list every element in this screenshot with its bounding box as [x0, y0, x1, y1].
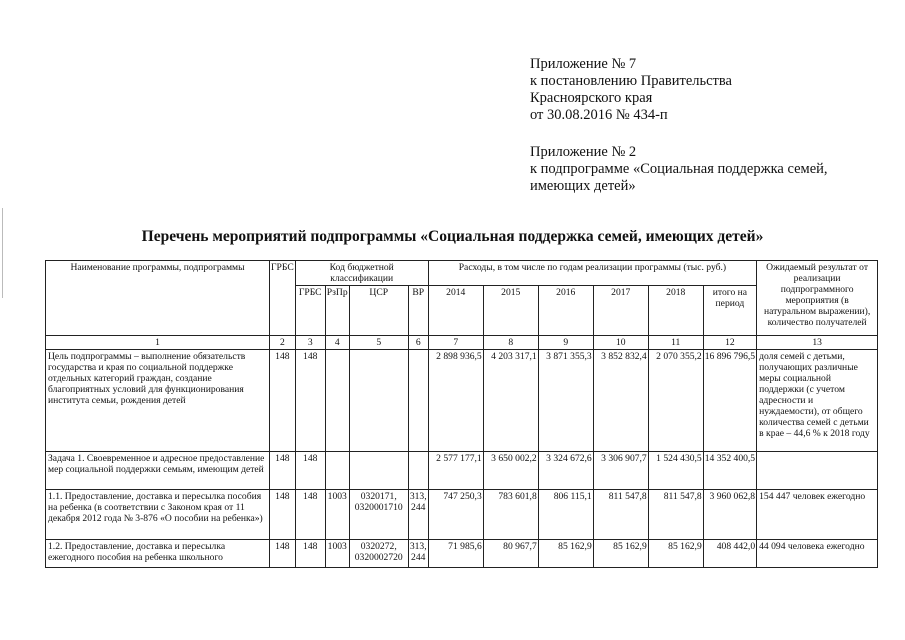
row-result: 44 094 человека ежегодно: [757, 540, 878, 568]
header-code-group: Код бюджетной классификации: [295, 261, 428, 286]
table-header-row-1: [46, 261, 878, 286]
row-2018: 811 547,8: [648, 490, 703, 540]
row-grbs: 148: [270, 452, 296, 490]
row-rzpr: [325, 350, 349, 452]
appendix-7-block: [530, 56, 732, 124]
col-number: 11: [648, 336, 703, 350]
row-rzpr: 1003: [325, 540, 349, 568]
row-csr: [349, 452, 408, 490]
row-2014: 747 250,3: [428, 490, 483, 540]
header-vr: ВР: [408, 286, 428, 336]
row-csr: 0320171, 0320001710: [349, 490, 408, 540]
row-2017: 85 162,9: [593, 540, 648, 568]
appendix-2-number: Приложение № 2: [530, 144, 637, 160]
row-grbs: 148: [270, 540, 296, 568]
header-grbs: ГРБС: [270, 261, 296, 336]
header-2016: 2016: [538, 286, 593, 336]
col-number: 9: [538, 336, 593, 350]
appendix-7-region: Красноярского края: [530, 90, 653, 106]
row-2014: 2 898 936,5: [428, 350, 483, 452]
row-total: 408 442,0: [703, 540, 756, 568]
row-2015: 4 203 317,1: [483, 350, 538, 452]
col-number: 13: [757, 336, 878, 350]
header-result: Ожидаемый результат от реализации подпрограммного мероприятия (в натуральном выражении), количество получателей: [757, 261, 878, 336]
row-grbs: 148: [270, 350, 296, 452]
row-2017: 811 547,8: [593, 490, 648, 540]
row-2015: 80 967,7: [483, 540, 538, 568]
row-2017: 3 306 907,7: [593, 452, 648, 490]
row-name: 1.1. Предоставление, доставка и пересылка пособия на ребенка (в соответствии с Законом края от 11 декабря 2012 года № 3-876 «О пособии на ребенка»): [46, 490, 270, 540]
row-result: доля семей с детьми, получающих различные меры социальной поддержки (с учетом адресности и нуждаемости), от общего количества семей с детьми в крае – 44,6 % к 2018 году: [757, 350, 878, 452]
row-rzpr: 1003: [325, 490, 349, 540]
row-name: 1.2. Предоставление, доставка и пересылка ежегодного пособия на ребенка школьного: [46, 540, 270, 568]
row-2016: 85 162,9: [538, 540, 593, 568]
header-expenses-group: Расходы, в том числе по годам реализации программы (тыс. руб.): [428, 261, 756, 286]
appendix-2-ref: к подпрограмме «Социальная поддержка семей,: [530, 161, 828, 177]
table-row-measure-1-2: [46, 540, 878, 568]
row-csr: [349, 350, 408, 452]
header-grbs2: ГРБС: [295, 286, 325, 336]
row-rzpr: [325, 452, 349, 490]
row-grbs: 148: [270, 490, 296, 540]
row-2014: 71 985,6: [428, 540, 483, 568]
row-grbs2: 148: [295, 540, 325, 568]
header-2014: 2014: [428, 286, 483, 336]
appendix-7-date: от 30.08.2016 № 434-п: [530, 107, 668, 123]
col-number: 5: [349, 336, 408, 350]
row-2018: 85 162,9: [648, 540, 703, 568]
table-row-measure-1-1: [46, 490, 878, 540]
appendix-2-ref-cont: имеющих детей»: [530, 178, 636, 194]
row-grbs2: 148: [295, 452, 325, 490]
measures-table: [45, 260, 878, 568]
header-2017: 2017: [593, 286, 648, 336]
row-2016: 806 115,1: [538, 490, 593, 540]
table-row-goal: [46, 350, 878, 452]
row-grbs2: 148: [295, 490, 325, 540]
scan-edge-mark: [2, 208, 3, 298]
row-2018: 2 070 355,2: [648, 350, 703, 452]
row-vr: [408, 350, 428, 452]
row-vr: 313, 244: [408, 490, 428, 540]
row-2016: 3 871 355,3: [538, 350, 593, 452]
row-csr: 0320272, 0320002720: [349, 540, 408, 568]
row-result: 154 447 человек ежегодно: [757, 490, 878, 540]
row-2018: 1 524 430,5: [648, 452, 703, 490]
row-vr: 313, 244: [408, 540, 428, 568]
header-total: итого на период: [703, 286, 756, 336]
row-2016: 3 324 672,6: [538, 452, 593, 490]
col-number: 3: [295, 336, 325, 350]
row-name: Задача 1. Своевременное и адресное предоставление мер социальной поддержки семьям, имеющим детей: [46, 452, 270, 490]
row-grbs2: 148: [295, 350, 325, 452]
row-total: 3 960 062,8: [703, 490, 756, 540]
col-number: 4: [325, 336, 349, 350]
document-title: Перечень мероприятий подпрограммы «Социальная поддержка семей, имеющих детей»: [141, 228, 764, 245]
header-2018: 2018: [648, 286, 703, 336]
col-number: 1: [46, 336, 270, 350]
header-name: Наименование программы, подпрограммы: [46, 261, 270, 336]
header-csr: ЦСР: [349, 286, 408, 336]
row-result: [757, 452, 878, 490]
col-number: 12: [703, 336, 756, 350]
col-number: 8: [483, 336, 538, 350]
row-2014: 2 577 177,1: [428, 452, 483, 490]
row-2015: 3 650 002,2: [483, 452, 538, 490]
row-2015: 783 601,8: [483, 490, 538, 540]
row-total: 14 352 400,5: [703, 452, 756, 490]
appendix-7-number: Приложение № 7: [530, 56, 637, 72]
appendix-7-ref: к постановлению Правительства: [530, 73, 732, 89]
col-number: 2: [270, 336, 296, 350]
header-rzpr: РзПр: [325, 286, 349, 336]
row-vr: [408, 452, 428, 490]
column-number-row: [46, 336, 878, 350]
table-row-task-1: [46, 452, 878, 490]
row-2017: 3 852 832,4: [593, 350, 648, 452]
col-number: 7: [428, 336, 483, 350]
row-name: Цель подпрограммы – выполнение обязательств государства и края по социальной поддержке отдельных категорий граждан, создание благоприятных условий для функционирования института семьи, рождения детей: [46, 350, 270, 452]
header-2015: 2015: [483, 286, 538, 336]
row-total: 16 896 796,5: [703, 350, 756, 452]
col-number: 6: [408, 336, 428, 350]
col-number: 10: [593, 336, 648, 350]
appendix-2-block: [530, 144, 828, 195]
